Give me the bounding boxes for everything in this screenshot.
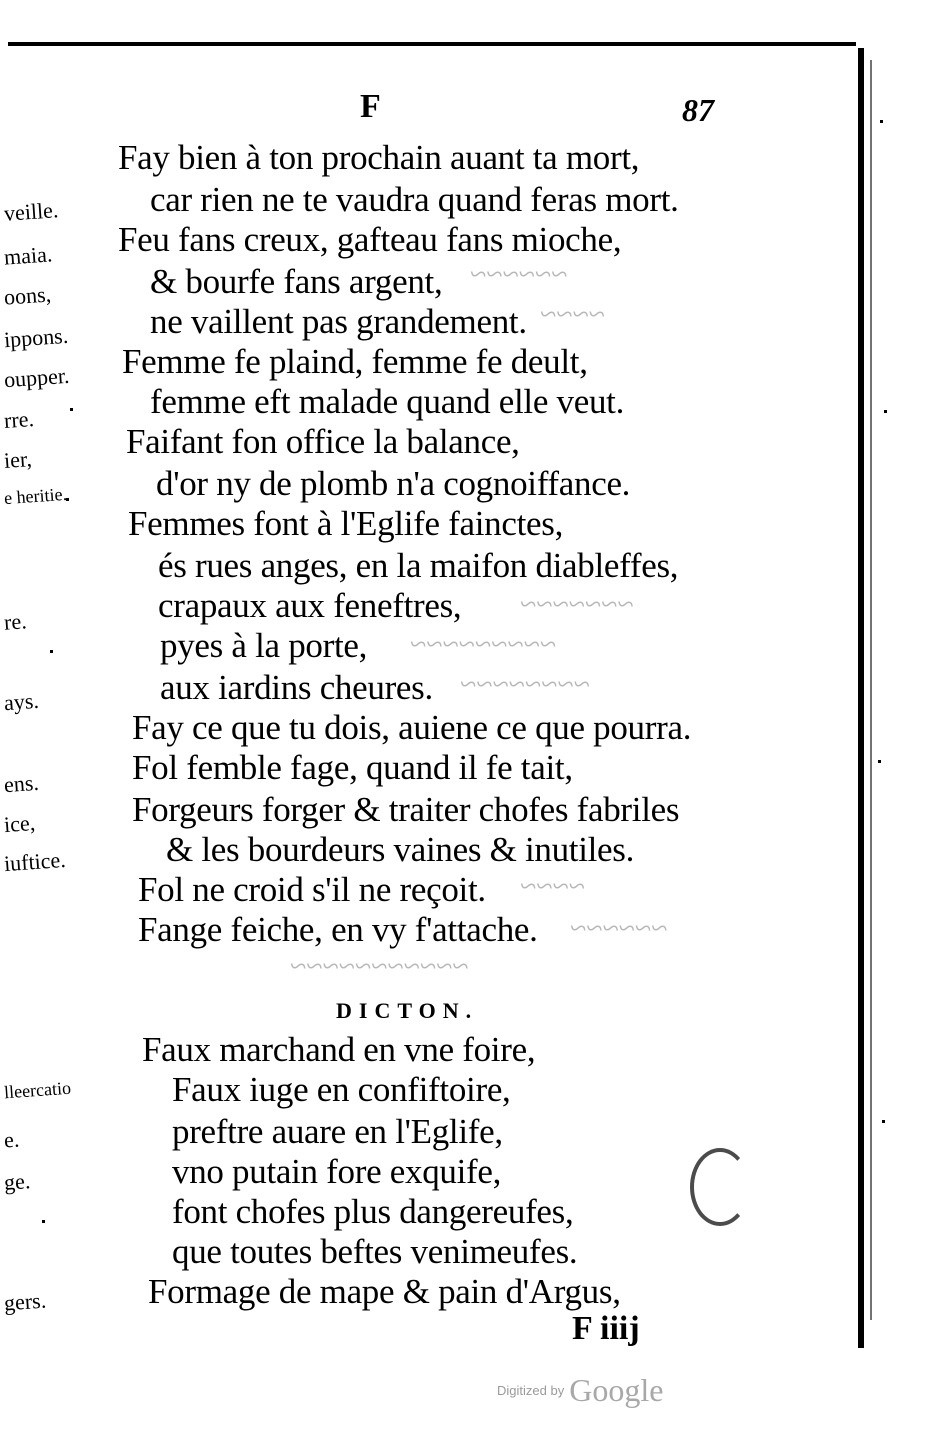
text-line: femme eft malade quand elle veut.: [150, 382, 625, 421]
dicton-line: Formage de mape & pain d'Argus,: [148, 1272, 621, 1311]
dicton-line: vno putain fore exquife,: [172, 1152, 502, 1191]
binding-shadow: [870, 60, 872, 1320]
text-line: Fol ne croid s'il ne reçoit.: [138, 870, 486, 909]
dicton-line: que toutes beftes venimeufes.: [172, 1232, 578, 1271]
text-line: aux iardins cheures.: [160, 668, 433, 707]
text-line: Fange feiche, en vy f'attache.: [138, 910, 538, 949]
text-line: crapaux aux feneftres,: [158, 586, 462, 625]
bleed-through-text: ~~~~~~~~~: [410, 628, 557, 661]
margin-fragment: oons,: [3, 281, 52, 310]
running-head: F: [360, 88, 381, 125]
speck: [878, 760, 881, 763]
text-line: d'or ny de plomb n'a cognoiffance.: [156, 464, 631, 503]
signature-mark: F iiij: [572, 1310, 640, 1347]
margin-fragment: ippons.: [3, 322, 69, 353]
margin-fragment: iuftice.: [3, 846, 67, 877]
text-line: Forgeurs forger & traiter chofes fabriles: [132, 790, 680, 829]
margin-fragment: re.: [3, 608, 28, 635]
dicton-line: Faux iuge en confiftoire,: [172, 1070, 511, 1109]
text-line: car rien ne te vaudra quand feras mort.: [150, 180, 679, 219]
bleed-through-initial: [690, 1148, 750, 1226]
digitized-watermark: [497, 1372, 664, 1409]
bleed-through-text: ~~~~: [520, 870, 585, 903]
speck: [70, 408, 73, 411]
google-logo: Google: [569, 1372, 664, 1408]
binding-edge: [858, 48, 864, 1348]
margin-fragment: ge.: [3, 1168, 32, 1195]
bleed-through-text: ~~~~~~~~~~~: [290, 950, 469, 983]
text-line: Femmes font à l'Eglife fainctes,: [128, 504, 564, 543]
bleed-through-text: ~~~~~~~: [520, 588, 634, 621]
watermark-prefix: Digitized by: [497, 1383, 565, 1398]
text-line: Feu fans creux, gafteau fans mioche,: [118, 220, 622, 259]
dicton-line: Faux marchand en vne foire,: [142, 1030, 536, 1069]
section-title: DICTON.: [336, 998, 479, 1023]
margin-fragment: e.: [3, 1126, 21, 1153]
margin-fragment: ice,: [3, 809, 36, 838]
speck: [50, 650, 53, 653]
page-number: 87: [682, 92, 714, 128]
top-rule: [8, 42, 856, 46]
margin-fragment: rre.: [3, 405, 35, 434]
speck: [882, 1120, 885, 1123]
text-line: Fol femble fage, quand il fe tait,: [132, 748, 573, 787]
margin-fragment: e heritie.: [3, 483, 68, 509]
speck: [880, 120, 883, 123]
margin-fragment: ier,: [3, 446, 33, 473]
bleed-through-text: ~~~~~~: [470, 258, 568, 291]
margin-fragment: oupper.: [3, 362, 71, 393]
bleed-through-text: ~~~~: [540, 298, 605, 331]
margin-fragment: veille.: [3, 197, 60, 226]
text-line: & bourfe fans argent,: [150, 262, 443, 301]
margin-fragment: ens.: [3, 769, 40, 798]
dicton-line: font chofes plus dangereufes,: [172, 1192, 574, 1231]
margin-fragment: ays.: [3, 687, 40, 716]
text-line: & les bourdeurs vaines & inutiles.: [166, 830, 635, 869]
margin-fragment: gers.: [3, 1287, 47, 1316]
text-line: Fay ce que tu dois, auiene ce que pourra.: [132, 708, 692, 747]
speck: [884, 410, 887, 413]
bleed-through-text: ~~~~~~~~: [460, 668, 590, 701]
text-line: pyes à la porte,: [160, 626, 368, 665]
dicton-line: preftre auare en l'Eglife,: [172, 1112, 503, 1151]
text-line: Faifant fon office la balance,: [126, 422, 520, 461]
text-line: és rues anges, en la maifon diableffes,: [158, 546, 679, 585]
margin-fragment: lleercatio: [3, 1077, 72, 1103]
text-line: Fay bien à ton prochain auant ta mort,: [118, 138, 640, 177]
speck: [42, 1220, 45, 1223]
margin-fragment: maia.: [3, 241, 54, 270]
text-line: Femme fe plaind, femme fe deult,: [122, 342, 588, 381]
bleed-through-text: ~~~~~~: [570, 912, 668, 945]
text-line: ne vaillent pas grandement.: [150, 302, 527, 341]
